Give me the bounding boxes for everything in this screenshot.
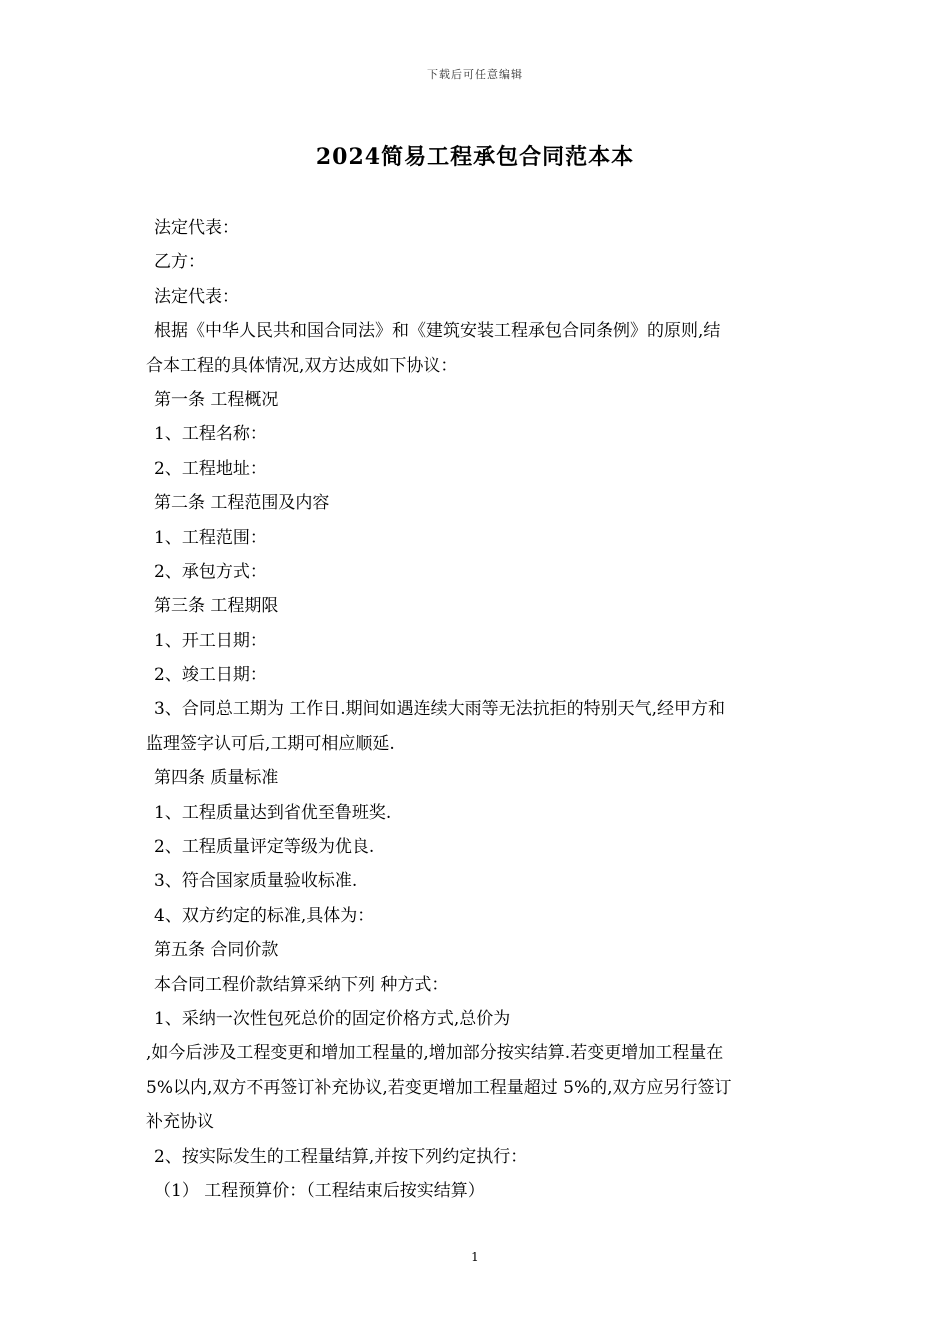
body-line: 2、工程地址：: [154, 458, 267, 479]
body-line: 监理签字认可后,工期可相应顺延.: [146, 733, 395, 754]
body-line: 5%以内,双方不再签订补充协议,若变更增加工程量超过 5%的,双方应另行签订: [146, 1077, 732, 1098]
body-line: 第四条 质量标准: [154, 768, 279, 789]
body-line: 1、工程名称：: [154, 424, 267, 445]
body-line: 4、双方约定的标准,具体为：: [154, 905, 375, 926]
body-line: 第五条 合同价款: [154, 940, 279, 961]
body-line: 第一条 工程概况: [154, 389, 279, 410]
body-line: 2、竣工日期：: [154, 665, 267, 686]
body-line: 1、采纳一次性包死总价的固定价格方式,总价为: [154, 1008, 511, 1029]
document-title: 2024简易工程承包合同范本本: [315, 144, 635, 170]
body-line: 3、合同总工期为 工作日.期间如遇连续大雨等无法抗拒的特别天气,经甲方和: [154, 699, 726, 720]
page-number: 1: [471, 1250, 479, 1264]
body-line: 合本工程的具体情况,双方达成如下协议：: [146, 355, 458, 376]
document-body: [146, 211, 810, 1208]
body-line: 第三条 工程期限: [154, 596, 279, 617]
body-line: 本合同工程价款结算采纳下列 种方式：: [154, 974, 449, 995]
body-line: 补充协议: [146, 1112, 214, 1133]
body-line: 1、开工日期：: [154, 630, 267, 651]
header-note: 下载后可任意编辑: [427, 68, 523, 81]
body-line: ,如今后涉及工程变更和增加工程量的,增加部分按实结算.若变更增加工程量在: [146, 1043, 724, 1064]
body-line: 1、工程质量达到省优至鲁班奖.: [154, 802, 392, 823]
body-line: 1、工程范围：: [154, 527, 267, 548]
body-line: 第二条 工程范围及内容: [154, 493, 330, 514]
body-line: 2、工程质量评定等级为优良.: [154, 837, 375, 858]
body-line: 法定代表：: [154, 218, 239, 238]
body-line: 2、承包方式：: [154, 561, 267, 582]
body-line: 3、符合国家质量验收标准.: [154, 871, 358, 892]
body-line: 乙方：: [154, 252, 205, 273]
body-line: 法定代表：: [154, 286, 239, 307]
body-line: （1） 工程预算价：（工程结束后按实结算）: [154, 1180, 485, 1201]
body-line: 根据《中华人民共和国合同法》和《建筑安装工程承包合同条例》的原则,结: [154, 321, 721, 342]
body-line: 2、按实际发生的工程量结算,并按下列约定执行：: [154, 1146, 528, 1167]
